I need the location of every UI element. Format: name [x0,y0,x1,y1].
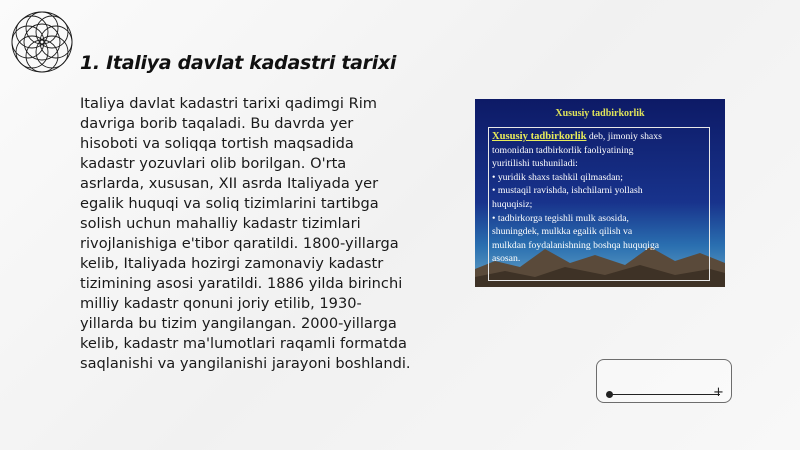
progress-track[interactable] [610,394,720,395]
paragraph-line: saqlanishi va yangilanishi jarayoni boshlandi. [80,355,411,372]
embedded-slide-image [475,99,725,287]
plus-icon[interactable]: + [713,385,724,400]
paragraph-line: rivojlanishiga e'tibor qaratildi. 1800-yillarga [80,235,399,252]
definition-line: huquqisiz; [492,198,533,210]
keyword: Xususiy tadbirkorlik [492,131,587,142]
definition-line: yuritilishi tushuniladi: [492,158,578,170]
paragraph-line: kelib, kadastr ma'lumotlari raqamli formatda [80,335,407,352]
definition-line: • mustaqil ravishda, ishchilarni yollash [492,185,643,197]
spirograph-logo-icon [4,4,80,80]
definition-box [488,127,710,281]
paragraph-line: asrlarda, xususan, XII asrda Italiyada yer [80,175,379,192]
paragraph-line: milliy kadastr qonuni joriy etilib, 1930- [80,295,362,312]
paragraph-line: hisoboti va soliqqa tortish maqsadida [80,135,354,152]
media-control-box[interactable] [596,359,732,403]
paragraph-line: Italiya davlat kadastri tarixi qadimgi Rim [80,95,378,112]
paragraph-line: kadastr yozuvlari olib borilgan. O'rta [80,155,347,172]
definition-line: • yuridik shaxs tashkil qilmasdan; [492,171,623,183]
paragraph-line: davriga borib taqaladi. Bu davrda yer [80,115,354,132]
definition-line: tomonidan tadbirkorlik faoliyatining [492,144,634,156]
body-paragraph [80,94,425,374]
definition-line: mulkdan foydalanishning boshqa huquqiga [492,239,660,251]
definition-line: asosan. [492,253,521,265]
definition-line: shuningdek, mulkka egalik qilish va [492,226,633,238]
paragraph-line: solish uchun mahalliy kadastr tizimlari [80,215,361,232]
paragraph-line: kelib, Italiyada hozirgi zamonaviy kadastr [80,255,384,272]
definition-line: • tadbirkorga tegishli mulk asosida, [492,212,629,224]
panel-heading: Xususiy tadbirkorlik [555,108,645,119]
paragraph-line: yillarda bu tizim yangilangan. 2000-yillarga [80,315,397,332]
paragraph-line: egalik huquqi va soliq tizimlarini tartibga [80,195,379,212]
keyword-rest: deb, jimoniy shaxs [586,131,662,142]
paragraph-line: tizimining asosi yaratildi. 1886 yilda birinchi [80,275,403,292]
definition-line [492,130,706,144]
dot-icon[interactable] [606,391,613,398]
slide-title: 1. Italiya davlat kadastri tarixi [80,52,397,74]
